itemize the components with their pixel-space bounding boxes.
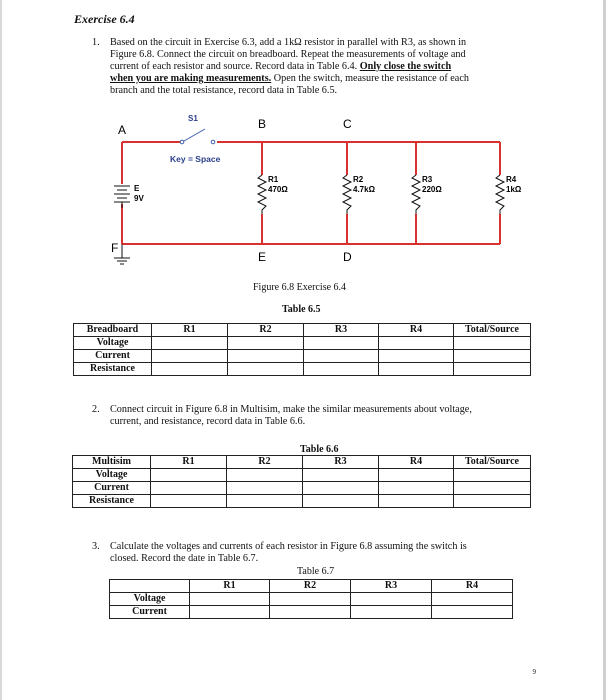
table-cell[interactable] xyxy=(379,482,454,495)
table-6-5-caption: Table 6.5 xyxy=(282,304,321,315)
table-cell[interactable] xyxy=(190,606,270,619)
switch-label: S1 xyxy=(188,114,198,123)
table-cell[interactable] xyxy=(152,350,228,363)
instruction-item-2 xyxy=(92,404,552,430)
header-cell: Total/Source xyxy=(454,324,531,337)
table-cell[interactable] xyxy=(227,469,303,482)
item-1-line-2: Figure 6.8. Connect the circuit on breadboard. Repeat the measurements of voltage and xyxy=(110,49,466,60)
row-label: Resistance xyxy=(74,363,152,376)
resistors xyxy=(258,175,504,214)
table-row xyxy=(73,469,531,482)
table-row xyxy=(74,337,531,350)
table-cell[interactable] xyxy=(151,469,227,482)
table-cell[interactable] xyxy=(151,495,227,508)
row-label: Voltage xyxy=(73,469,151,482)
table-6-7-caption: Table 6.7 xyxy=(297,566,335,577)
table-header-row xyxy=(110,580,513,593)
table-cell[interactable] xyxy=(454,337,531,350)
table-cell[interactable] xyxy=(152,337,228,350)
resistor-r4-symbol xyxy=(496,175,504,214)
table-6-6-caption: Table 6.6 xyxy=(300,444,339,455)
header-cell: R2 xyxy=(228,324,304,337)
item-number: 3. xyxy=(92,541,100,552)
row-label: Resistance xyxy=(73,495,151,508)
table-cell[interactable] xyxy=(454,363,531,376)
table-6-7 xyxy=(109,579,513,619)
table-6-6 xyxy=(72,455,531,508)
table-row xyxy=(110,593,513,606)
header-cell: R4 xyxy=(379,324,454,337)
table-cell[interactable] xyxy=(379,350,454,363)
table-cell[interactable] xyxy=(454,469,531,482)
r2-value: 4.7kΩ xyxy=(353,185,375,194)
table-header-row xyxy=(74,324,531,337)
node-b-label: B xyxy=(258,117,267,131)
table-cell[interactable] xyxy=(151,482,227,495)
header-cell: R1 xyxy=(151,456,227,469)
table-cell[interactable] xyxy=(228,350,304,363)
table-cell[interactable] xyxy=(227,495,303,508)
item-2-line-1: Connect circuit in Figure 6.8 in Multisim, make the similar measurements about voltage, xyxy=(110,404,472,415)
table-cell[interactable] xyxy=(432,606,513,619)
table-cell[interactable] xyxy=(190,593,270,606)
r2-name: R2 xyxy=(353,175,364,184)
table-cell[interactable] xyxy=(303,482,379,495)
resistor-r1-symbol xyxy=(258,175,266,214)
r3-value: 220Ω xyxy=(422,185,442,194)
header-cell: R3 xyxy=(303,456,379,469)
r3-name: R3 xyxy=(422,175,433,184)
r1-name: R1 xyxy=(268,175,279,184)
row-label: Voltage xyxy=(74,337,152,350)
node-c-label: C xyxy=(343,117,352,131)
table-cell[interactable] xyxy=(303,469,379,482)
table-header-row xyxy=(73,456,531,469)
table-cell[interactable] xyxy=(379,495,454,508)
item-2-line-2: current, and resistance, record data in Table 6.6. xyxy=(110,416,306,427)
resistor-r3-symbol xyxy=(412,175,420,214)
header-cell xyxy=(110,580,190,593)
r4-name: R4 xyxy=(506,175,517,184)
table-cell[interactable] xyxy=(379,337,454,350)
node-e-label: E xyxy=(258,250,267,264)
table-cell[interactable] xyxy=(454,482,531,495)
table-row xyxy=(74,363,531,376)
header-cell: R2 xyxy=(270,580,351,593)
node-f-label: F xyxy=(111,241,119,255)
header-cell: R4 xyxy=(432,580,513,593)
table-cell[interactable] xyxy=(304,337,379,350)
source-value: 9V xyxy=(134,194,144,203)
table-cell[interactable] xyxy=(228,337,304,350)
row-label: Current xyxy=(73,482,151,495)
r1-value: 470Ω xyxy=(268,185,288,194)
r4-value: 1kΩ xyxy=(506,185,522,194)
item-1-line-1: Based on the circuit in Exercise 6.3, add a 1kΩ resistor in parallel with R3, as shown in xyxy=(110,37,467,48)
table-cell[interactable] xyxy=(304,350,379,363)
table-cell[interactable] xyxy=(227,482,303,495)
table-cell[interactable] xyxy=(351,593,432,606)
item-number: 2. xyxy=(92,404,100,415)
header-cell: Breadboard xyxy=(74,324,152,337)
header-cell: R3 xyxy=(351,580,432,593)
table-row xyxy=(74,350,531,363)
figure-caption: Figure 6.8 Exercise 6.4 xyxy=(253,282,347,293)
table-cell[interactable] xyxy=(351,606,432,619)
source-node-label: E xyxy=(134,184,140,193)
header-cell: R2 xyxy=(227,456,303,469)
item-1-emphasis-1: Only close the switch xyxy=(359,61,452,72)
table-cell[interactable] xyxy=(152,363,228,376)
circuit-diagram xyxy=(0,0,606,280)
node-a-label: A xyxy=(118,123,127,137)
table-row xyxy=(73,495,531,508)
exercise-title: Exercise 6.4 xyxy=(74,12,135,26)
switch-s1 xyxy=(180,129,215,144)
header-cell: R4 xyxy=(379,456,454,469)
table-cell[interactable] xyxy=(454,495,531,508)
header-cell: Total/Source xyxy=(454,456,531,469)
page-number: 9 xyxy=(532,668,536,676)
table-6-5 xyxy=(73,323,531,376)
table-cell[interactable] xyxy=(379,363,454,376)
key-label: Key = Space xyxy=(170,154,221,164)
row-label: Current xyxy=(74,350,152,363)
table-cell[interactable] xyxy=(432,593,513,606)
table-cell[interactable] xyxy=(228,363,304,376)
item-number: 1. xyxy=(92,37,100,48)
item-3-line-2: closed. Record the date in Table 6.7. xyxy=(110,553,259,564)
item-1-emphasis-2: when you are making measurements. xyxy=(110,73,272,84)
item-1-line-5: branch and the total resistance, record data in Table 6.5. xyxy=(110,85,338,96)
table-cell[interactable] xyxy=(270,606,351,619)
table-row xyxy=(73,482,531,495)
table-cell[interactable] xyxy=(303,495,379,508)
item-1-line-4: Open the switch, measure the resistance of each xyxy=(271,73,469,84)
resistor-r2-symbol xyxy=(343,175,351,214)
header-cell: R1 xyxy=(152,324,228,337)
node-d-label: D xyxy=(343,250,352,264)
item-1-line-3: current of each resistor and source. Record data in Table 6.4. xyxy=(110,61,360,72)
header-cell: R3 xyxy=(304,324,379,337)
row-label: Current xyxy=(110,606,190,619)
header-cell: R1 xyxy=(190,580,270,593)
table-cell[interactable] xyxy=(379,469,454,482)
item-3-line-1: Calculate the voltages and currents of each resistor in Figure 6.8 assuming the switch is xyxy=(110,541,467,552)
header-cell: Multisim xyxy=(73,456,151,469)
row-label: Voltage xyxy=(110,593,190,606)
battery-symbol xyxy=(114,186,130,208)
table-cell[interactable] xyxy=(454,350,531,363)
table-row xyxy=(110,606,513,619)
table-cell[interactable] xyxy=(304,363,379,376)
instruction-item-3 xyxy=(92,541,552,567)
table-cell[interactable] xyxy=(270,593,351,606)
